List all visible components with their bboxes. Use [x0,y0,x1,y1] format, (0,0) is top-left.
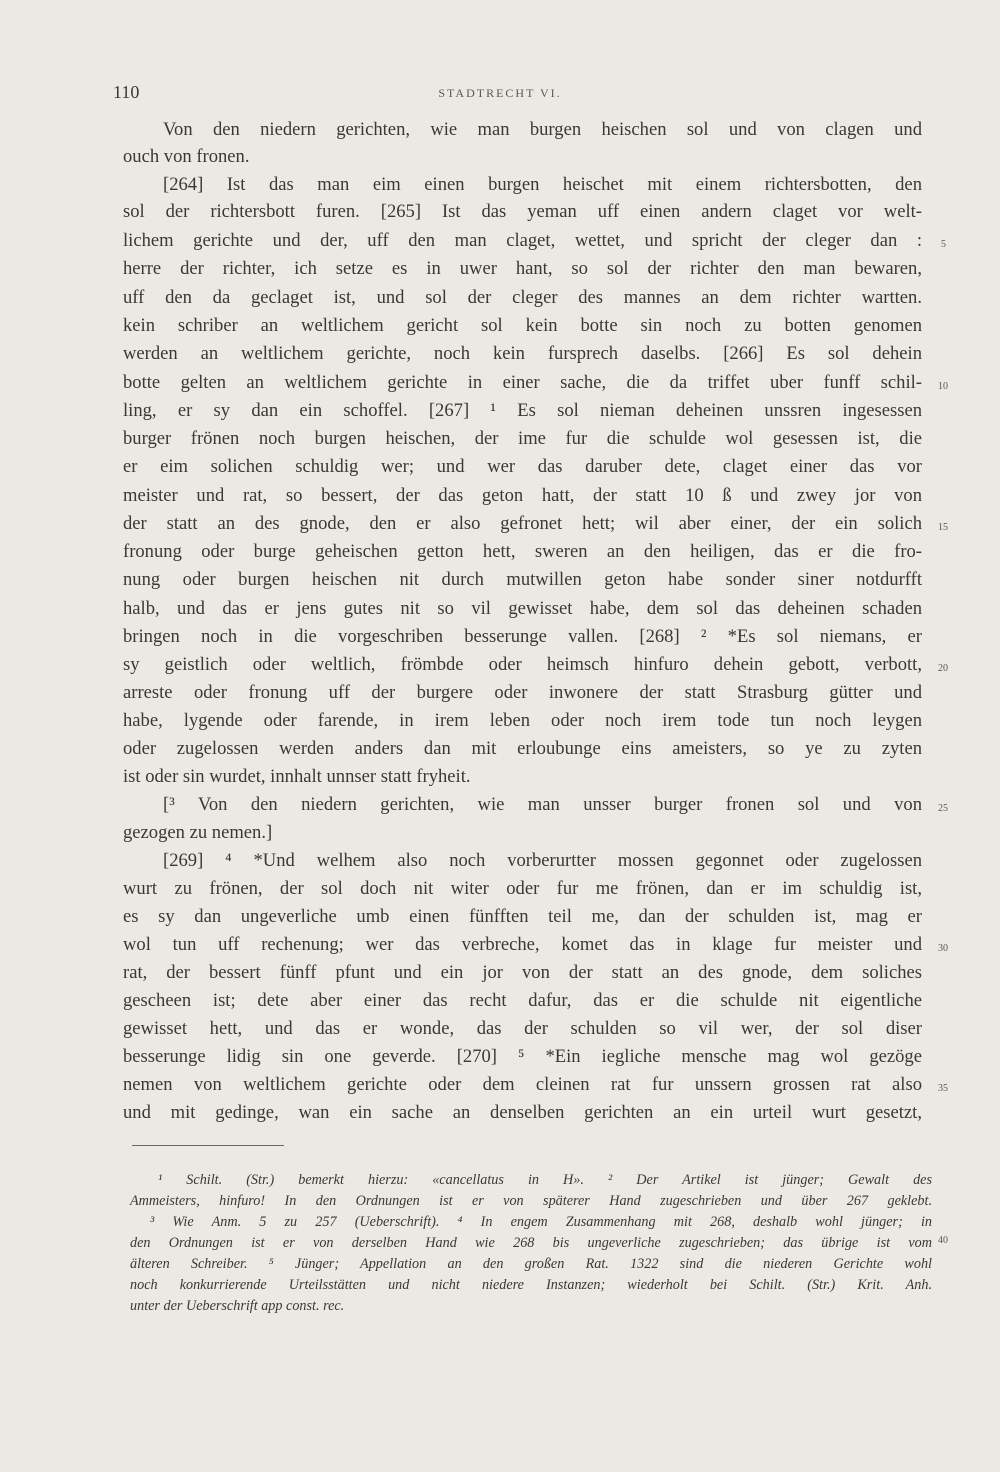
text-line: es sy dan ungeverliche umb einen fünfften teil me, dan der schulden ist, mag er [123,906,922,927]
text-line: lichem gerichte und der, uff den man claget, wettet, und spricht der cleger dan : [123,230,922,251]
text-line: habe, lygende oder farende, in irem leben oder noch irem tode tun noch leygen [123,710,922,731]
page-number: 110 [113,82,140,102]
text-line: er eim solichen schuldig wer; und wer das daruber dete, claget einer das vor [123,456,922,477]
text-line: wurt zu frönen, der sol doch nit witer oder fur me frönen, dan er im schuldig ist, [123,878,922,899]
text-line: der statt an des gnode, den er also gefronet hett; wil aber einer, der ein solich [123,513,922,534]
text-line: arreste oder fronung uff der burgere oder inwonere der statt Strasburg gütter und [123,682,922,703]
text-line: gescheen ist; dete aber einer das recht dafur, das er die schulde nit eigentliche [123,990,922,1011]
footnote-line: Ammeisters, hinfuro! In den Ordnungen ist er von späterer Hand zugeschrieben und über 267 geklebt. [130,1193,932,1209]
text-line: [264] Ist das man eim einen burgen heischet mit einem richtersbotten, den [163,174,922,195]
footnote-line: ³ Wie Anm. 5 zu 257 (Ueberschrift). ⁴ In engem Zusammenhang mit 268, deshalb wohl jünger; in [150,1214,932,1230]
text-line: nung oder burgen heischen nit durch mutwillen geton habe sonder siner notdurfft [123,569,922,590]
text-line: werden an weltlichem gerichte, noch kein fursprech daselbs. [266] Es sol dehein [123,343,922,364]
text-line: [³ Von den niedern gerichten, wie man unsser burger fronen sol und von [163,794,922,815]
text-line: ouch von fronen. [123,146,250,167]
line-number: 15 [938,522,948,533]
text-line: [269] ⁴ *Und welhem also noch vorberurtter mossen gegonnet oder zugelossen [163,850,922,871]
text-line: und mit gedinge, wan ein sache an denselben gerichten an ein urteil wurt gesetzt, [123,1102,922,1123]
text-line: oder zugelossen werden anders dan mit erloubunge eins ameisters, so ye zu zyten [123,738,922,759]
text-line: herre der richter, ich setze es in uwer hant, so sol der richter den man bewaren, [123,258,922,279]
text-line: gewisset hett, und das er wonde, das der schulden so vil wer, der sol diser [123,1018,922,1039]
text-line: fronung oder burge geheischen getton hett, sweren an den heiligen, das er die fro- [123,541,922,562]
footnote-separator [132,1145,284,1146]
text-line: burger frönen noch burgen heischen, der ime fur die schulde wol gesessen ist, die [123,428,922,449]
line-number: 10 [938,381,948,392]
footnote-line: unter der Ueberschrift app const. rec. [130,1298,345,1314]
footnote-line: noch konkurrierende Urteilsstätten und nicht niedere Instanzen; wiederholt bei Schilt. (Str.) Krit. Anh. [130,1277,932,1293]
text-line: halb, und das er jens gutes nit so vil gewisset habe, dem sol das deheinen schaden [123,598,922,619]
footnote-line: den Ordnungen ist er von derselben Hand wie 268 bis ungeverliche zugeschrieben; das übrige ist vom [130,1235,932,1251]
text-line: sol der richtersbott furen. [265] Ist das yeman uff einen andern claget vor welt- [123,201,922,222]
text-line: kein schriber an weltlichem gericht sol kein botte sin noch zu botten genomen [123,315,922,336]
text-line: rat, der bessert fünff pfunt und ein jor von der statt an des gnode, dem soliches [123,962,922,983]
text-line: wol tun uff rechenung; wer das verbreche, komet das in klage fur meister und [123,934,922,955]
text-line: uff den da geclaget ist, und sol der cleger des mannes an dem richter wartten. [123,287,922,308]
line-number: 40 [938,1235,948,1246]
footnote-line: ¹ Schilt. (Str.) bemerkt hierzu: «cancellatus in H». ² Der Artikel ist jünger; Gewalt des [158,1172,932,1188]
text-line: ling, er sy dan ein schoffel. [267] ¹ Es sol nieman deheinen unssren ingesessen [123,400,922,421]
line-number: 35 [938,1083,948,1094]
text-line: bringen noch in die vorgeschriben besserunge vallen. [268] ² *Es sol niemans, er [123,626,922,647]
text-line: botte gelten an weltlichem gerichte in einer sache, die da triffet uber funff schil- [123,372,922,393]
running-title: STADTRECHT VI. [438,86,562,100]
text-line: nemen von weltlichem gerichte oder dem cleinen rat fur unssern grossen rat also [123,1074,922,1095]
line-number: 30 [938,943,948,954]
footnote-line: älteren Schreiber. ⁵ Jünger; Appellation an den großen Rat. 1322 sind die niederen Gerichte wohl [130,1256,932,1272]
text-line: meister und rat, so bessert, der das geton hatt, der statt 10 ß und zwey jor von [123,485,922,506]
text-line: besserunge lidig sin one geverde. [270] ⁵ *Ein iegliche mensche mag wol gezöge [123,1046,922,1067]
line-number: 20 [938,663,948,674]
text-line: gezogen zu nemen.] [123,822,273,843]
line-number: 25 [938,803,948,814]
text-line: sy geistlich oder weltlich, frömbde oder heimsch hinfuro dehein gebott, verbott, [123,654,922,675]
text-line: ist oder sin wurdet, innhalt unnser statt fryheit. [123,766,471,787]
line-number: 5 [941,239,946,250]
text-line: Von den niedern gerichten, wie man burgen heischen sol und von clagen und [163,119,922,140]
